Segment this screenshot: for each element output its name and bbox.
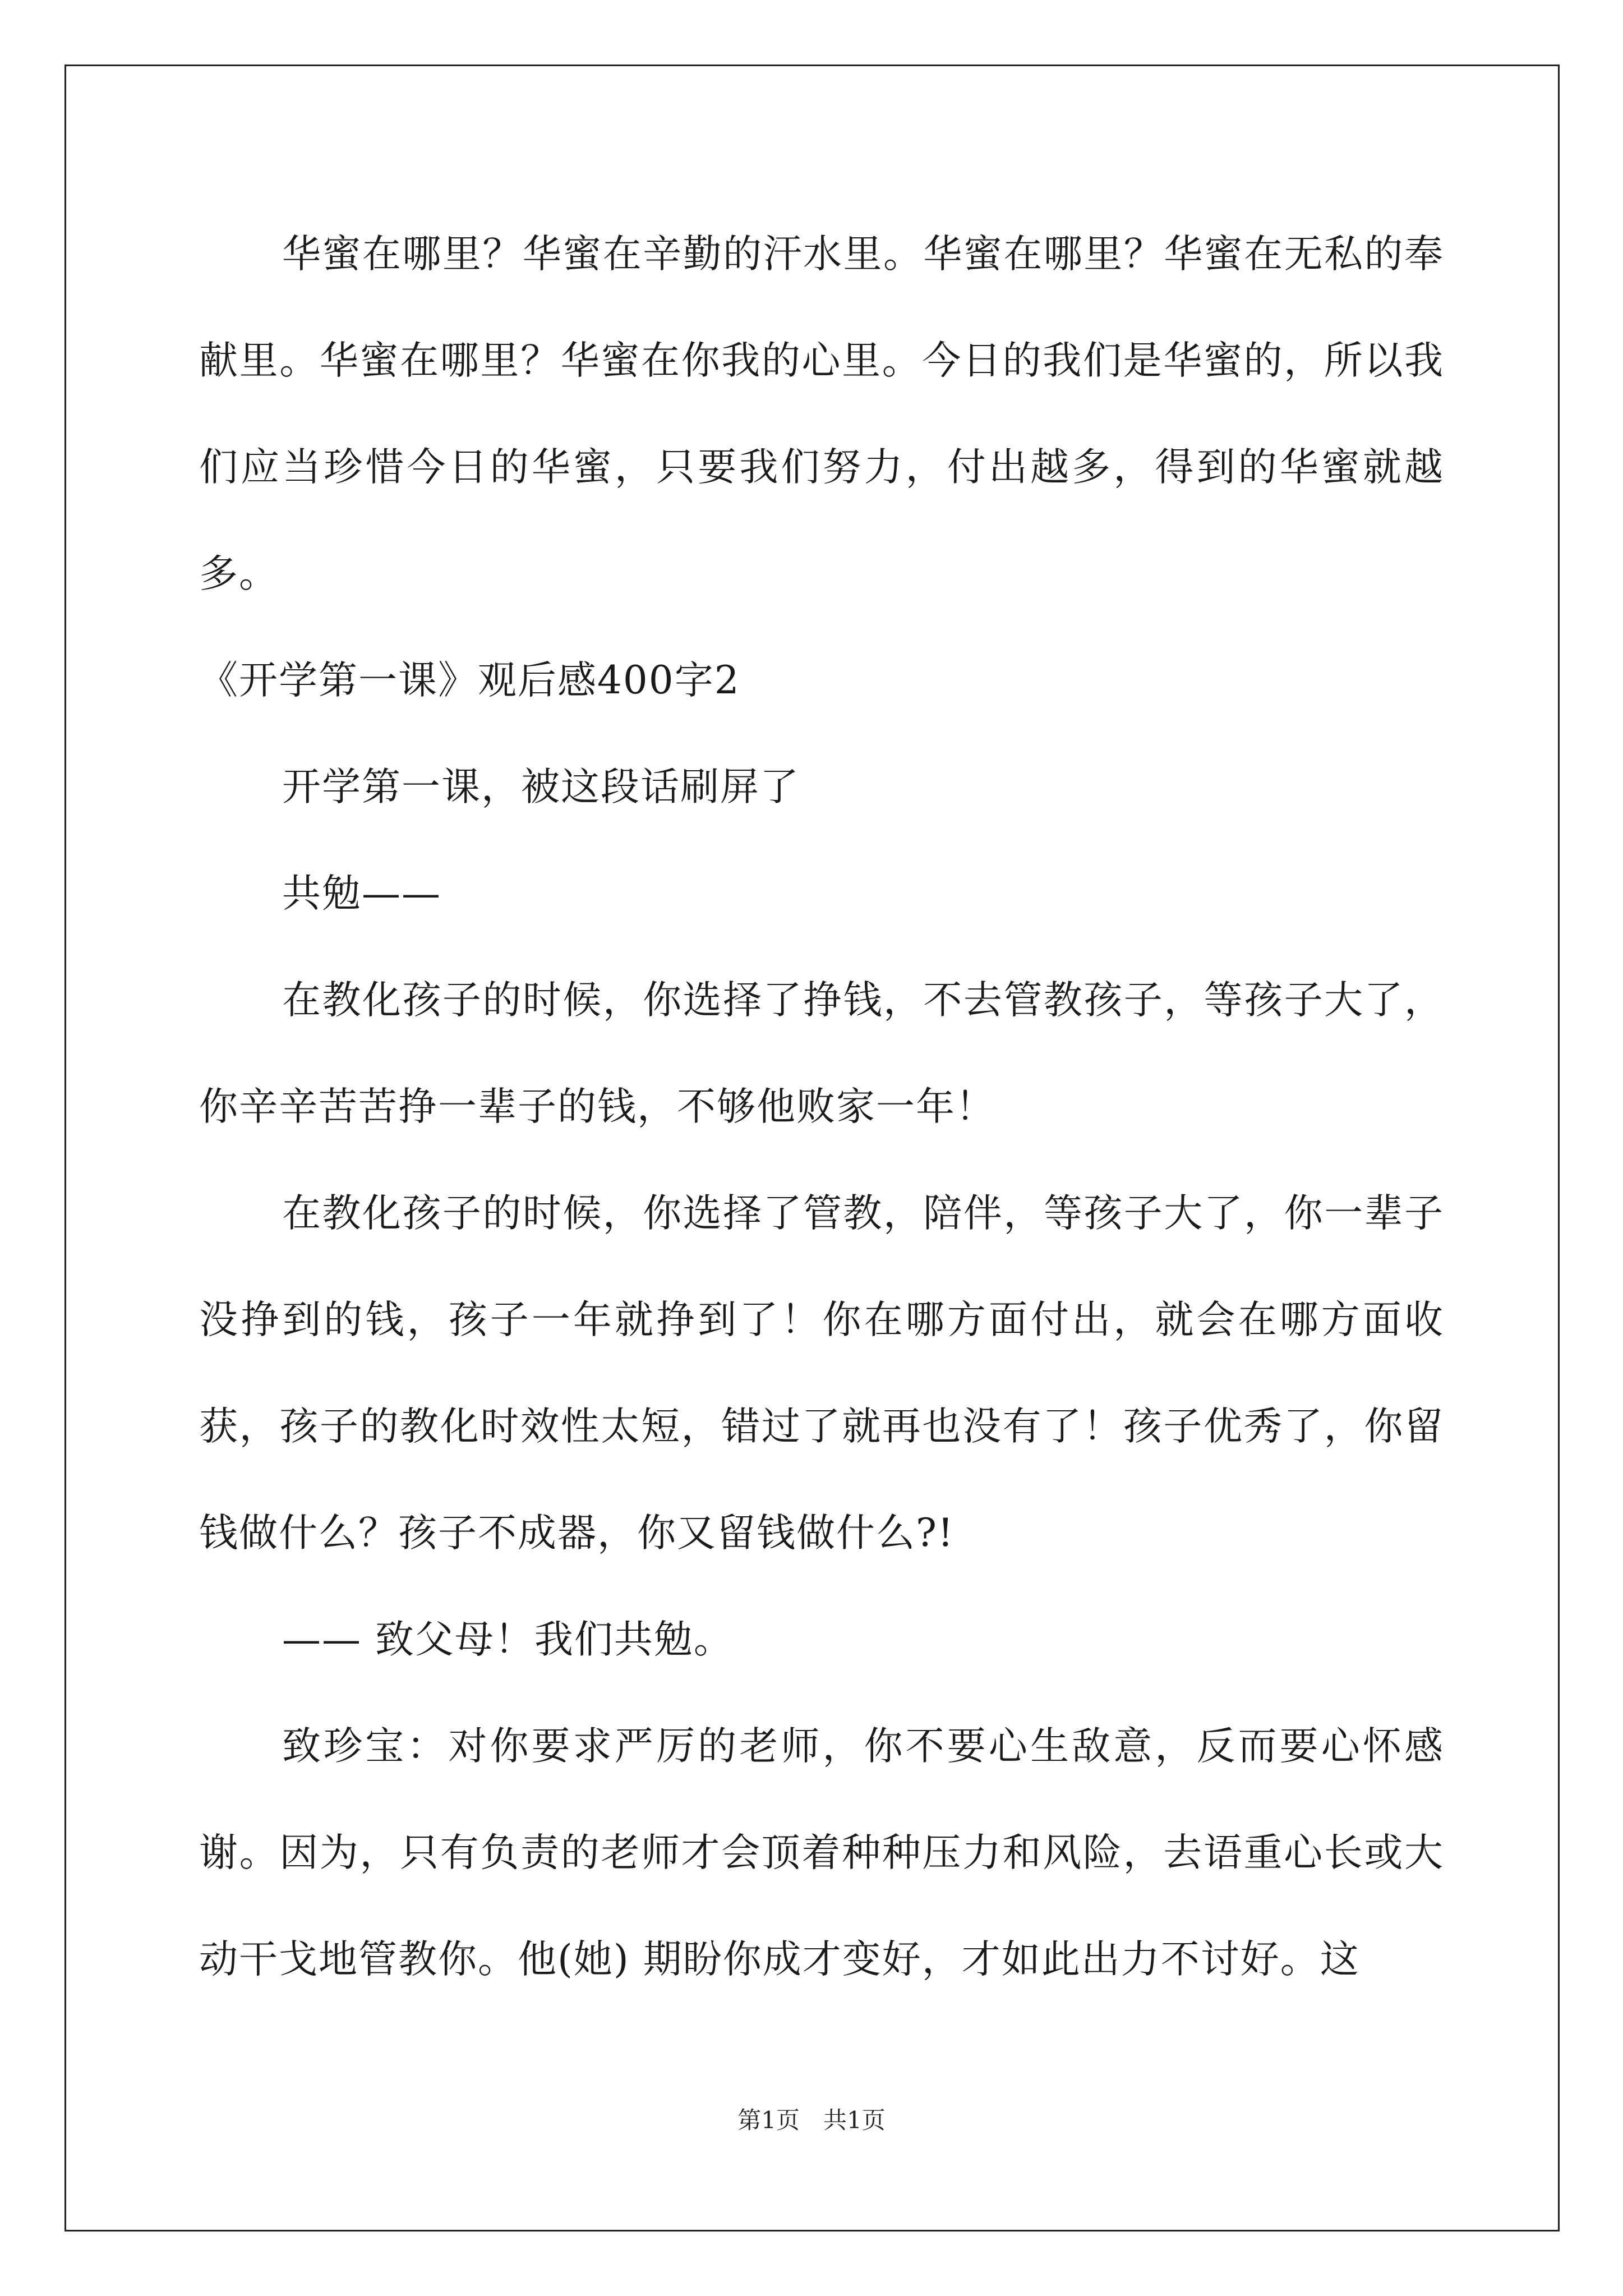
paragraph-1: 华蜜在哪里？华蜜在辛勤的汗水里。华蜜在哪里？华蜜在无私的奉献里。华蜜在哪里？华蜜在你我的心里。今日的我们是华蜜的，所以我们应当珍惜今日的华蜜，只要我们努力，付出越多，得到的华蜜就越多。 bbox=[199, 232, 1444, 596]
paragraph-5: 在教化孩子的时候，你选择了管教，陪伴，等孩子大了，你一辈子没挣到的钱，孩子一年就挣到了！你在哪方面付出，就会在哪方面收获，孩子的教化时效性太短，错过了就再也没有了！孩子优秀了，你留钱做什么？孩子不成器，你又留钱做什么?! bbox=[199, 1191, 1444, 1556]
document-body bbox=[199, 201, 1444, 2013]
paragraph-3: 共勉—— bbox=[282, 871, 441, 916]
paragraph-2: 开学第一课，被这段话刷屏了 bbox=[282, 765, 800, 809]
paragraph-6: —— 致父母！我们共勉。 bbox=[282, 1617, 734, 1662]
paragraph-4: 在教化孩子的时候，你选择了挣钱，不去管教孩子，等孩子大了，你辛辛苦苦挣一辈子的钱，不够他败家一年！ bbox=[199, 978, 1444, 1129]
page-footer: 第1页 共1页 bbox=[737, 2106, 886, 2134]
paragraph-7: 致珍宝：对你要求严厉的老师，你不要心生敌意，反而要心怀感谢。因为，只有负责的老师才会顶着种种压力和风险，去语重心长或大动干戈地管教你。他(她) 期盼你成才变好，才如此出力不讨好。这 bbox=[199, 1724, 1444, 1982]
section-heading: 《开学第一课》观后感400字2 bbox=[199, 658, 740, 703]
